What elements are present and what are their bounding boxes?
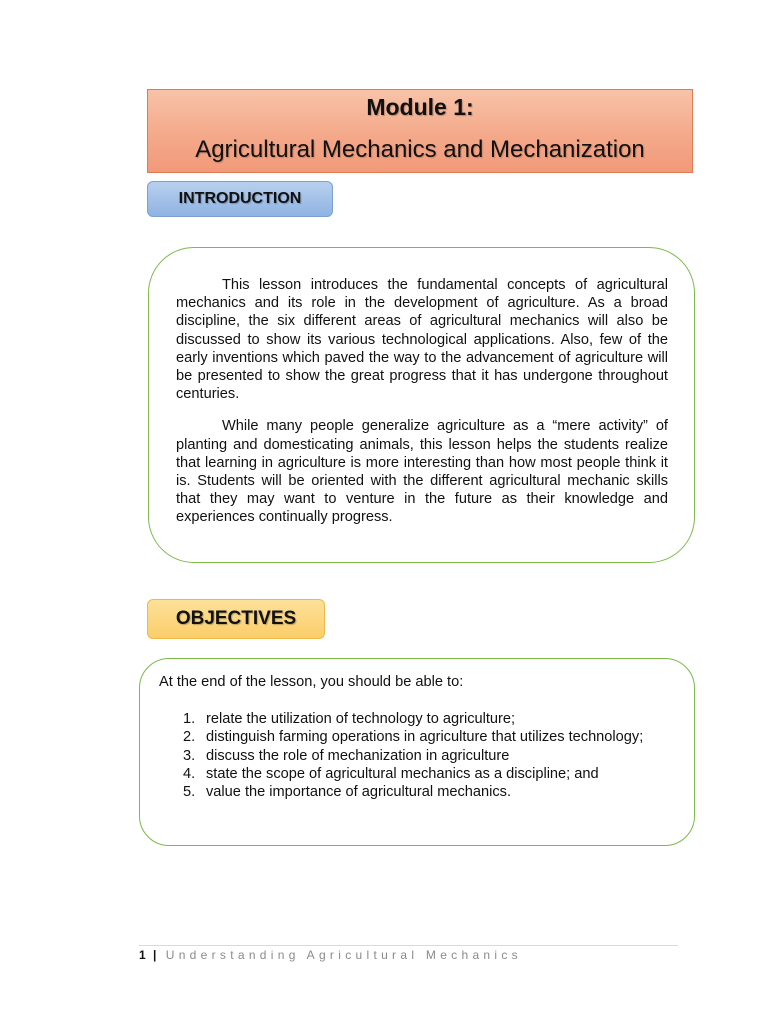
introduction-text bbox=[176, 276, 668, 527]
objective-item bbox=[165, 747, 643, 765]
footer-divider bbox=[139, 945, 678, 946]
objective-text: value the importance of agricultural mechanics. bbox=[206, 784, 512, 801]
objective-text: state the scope of agricultural mechanics as a discipline; and bbox=[206, 765, 599, 782]
objective-number: 1. bbox=[183, 711, 196, 727]
objective-number: 5. bbox=[183, 784, 196, 801]
footer-separator: | bbox=[153, 948, 157, 962]
objectives-heading: OBJECTIVES bbox=[147, 599, 325, 639]
introduction-box bbox=[148, 247, 695, 563]
introduction-heading: INTRODUCTION bbox=[147, 181, 333, 217]
objective-text: distinguish farming operations in agriculture that utilizes technology; bbox=[206, 729, 644, 746]
introduction-paragraph-1: This lesson introduces the fundamental concepts of agricultural mechanics and its role in the development of agriculture. As a broad discipline, the six different areas of agricultural mechanics will also be discussed to show its various technological applications. Also, few of the early inventions which paved the way to the advancement of agriculture will be presented to show the great progress that it has undergone throughout centuries. bbox=[176, 277, 668, 403]
objective-number: 3. bbox=[183, 747, 196, 764]
module-number: Module 1: bbox=[366, 94, 474, 120]
objective-item bbox=[165, 710, 643, 728]
objectives-lead: At the end of the lesson, you should be able to: bbox=[159, 674, 464, 690]
page-footer bbox=[139, 948, 522, 962]
objective-item bbox=[165, 783, 643, 801]
module-title: Agricultural Mechanics and Mechanization bbox=[195, 136, 645, 163]
objective-text: discuss the role of mechanization in agriculture bbox=[206, 747, 510, 764]
introduction-paragraph-2: While many people generalize agriculture as a “mere activity” of planting and domesticating animals, this lesson helps the students realize that learning in agriculture is more interesting than how most people think it is. Students will be oriented with the different agricultural mechanic skills that they may want to venture in the future as their knowledge and experiences continually progress. bbox=[176, 418, 668, 526]
objectives-list bbox=[165, 710, 643, 801]
objective-item bbox=[165, 765, 643, 783]
objective-item bbox=[165, 728, 643, 746]
objective-text: relate the utilization of technology to agriculture; bbox=[206, 711, 516, 727]
module-title-banner bbox=[147, 89, 693, 173]
objectives-box bbox=[139, 658, 695, 846]
objective-number: 2. bbox=[183, 729, 196, 746]
objective-number: 4. bbox=[183, 765, 196, 782]
page-number: 1 bbox=[139, 948, 146, 962]
book-title: Understanding Agricultural Mechanics bbox=[165, 948, 522, 962]
